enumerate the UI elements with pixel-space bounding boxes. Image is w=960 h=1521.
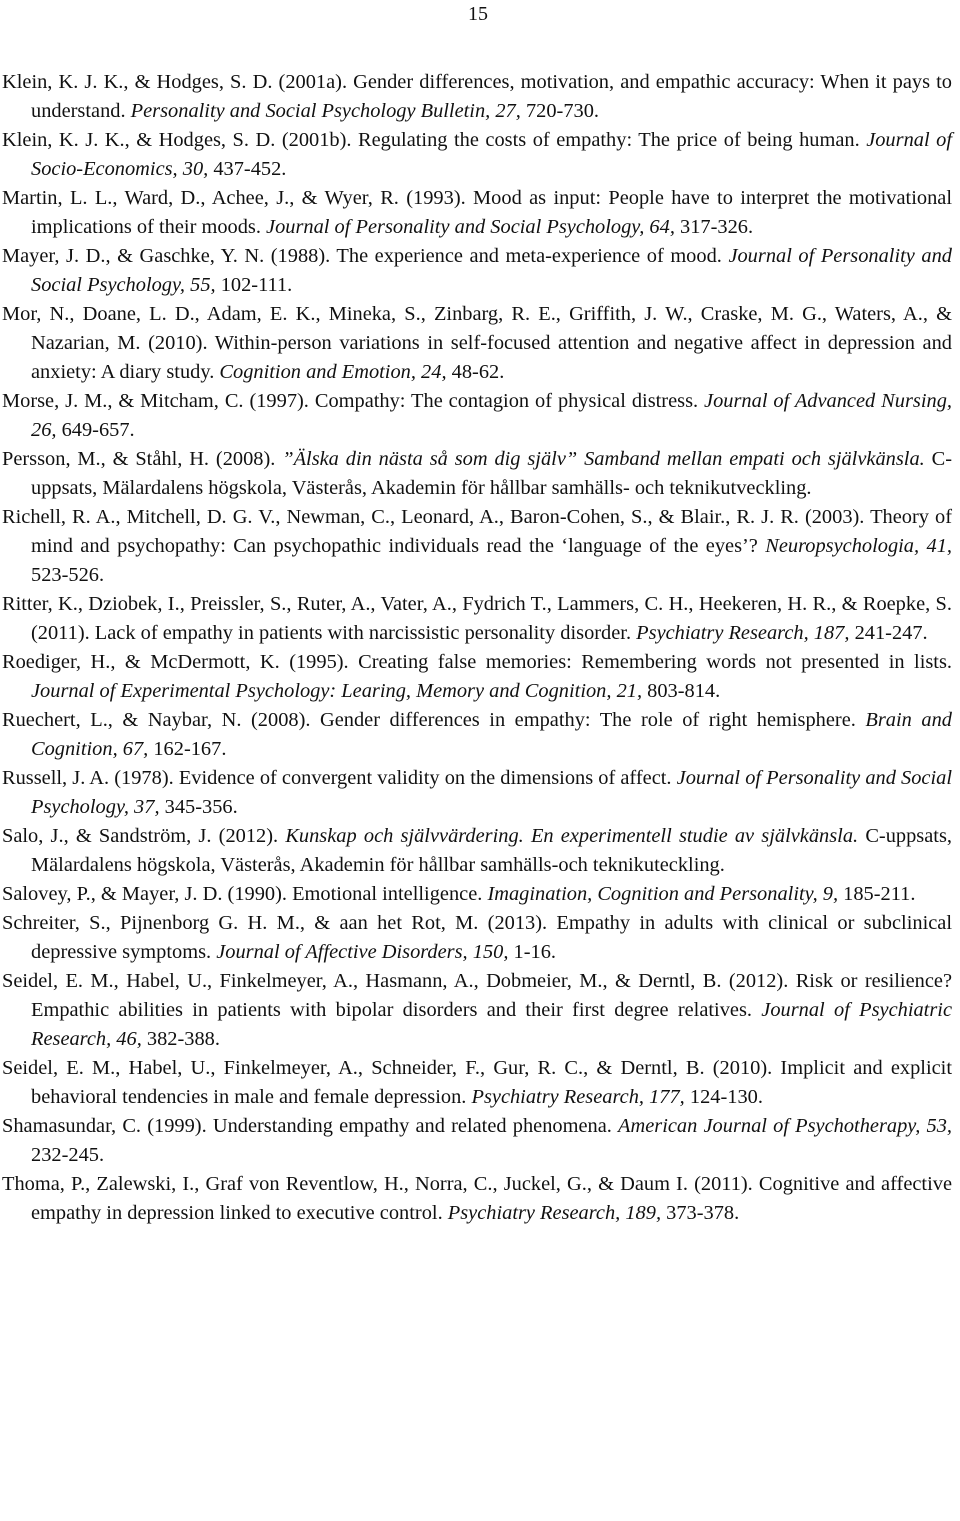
reference-source: Psychiatry Research, 177, <box>471 1086 685 1108</box>
reference-text: Shamasundar, C. (1999). Understanding empathy and related phenomena. <box>2 1115 619 1137</box>
reference-entry <box>2 387 952 445</box>
reference-source: Personality and Social Psychology Bulletin, 27, <box>130 100 521 122</box>
reference-text: 437-452. <box>208 158 287 180</box>
reference-entry <box>2 880 952 909</box>
reference-text: Salovey, P., & Mayer, J. D. (1990). Emotional intelligence. <box>2 883 488 905</box>
reference-entry <box>2 300 952 387</box>
reference-text: Martin, L. L., Ward, D., Achee, J., & Wyer, R. (1993). Mood as input: People have to interpret the motivational implications of their moods. <box>2 187 952 238</box>
reference-text: 523-526. <box>31 564 105 586</box>
reference-source: Journal of Advanced Nursing, 26, <box>31 390 952 441</box>
reference-text: Roediger, H., & McDermott, K. (1995). Creating false memories: Remembering words not presented in lists. <box>2 651 952 673</box>
page-number: 15 <box>468 3 488 25</box>
reference-source: Neuropsychologia, 41, <box>765 535 952 557</box>
reference-text: 48-62. <box>446 361 505 383</box>
reference-entry <box>2 68 952 126</box>
reference-text: Mayer, J. D., & Gaschke, Y. N. (1988). The experience and meta-experience of mood. <box>2 245 729 267</box>
reference-text: Thoma, P., Zalewski, I., Graf von Reventlow, H., Norra, C., Juckel, G., & Daum I. (2011). Cognitive and affective empathy in depression linked to executive control. <box>2 1173 952 1224</box>
reference-entry <box>2 909 952 967</box>
reference-text: Seidel, E. M., Habel, U., Finkelmeyer, A., Hasmann, A., Dobmeier, M., & Derntl, B. (2012). Risk or resilience? Empathic abilities in patients with bipolar disorders and their first degree relatives. <box>2 970 952 1021</box>
reference-text: Ritter, K., Dziobek, I., Preissler, S., Ruter, A., Vater, A., Fydrich T., Lammers, C. H., Heekeren, H. R., & Roepke, S. (2011). Lack of empathy in patients with narcissistic personality disorder. <box>2 593 952 644</box>
reference-entry <box>2 184 952 242</box>
reference-text: 232-245. <box>31 1144 105 1166</box>
reference-text: 124-130. <box>684 1086 763 1108</box>
reference-source: Journal of Experimental Psychology: Learing, Memory and Cognition, 21, <box>31 680 643 702</box>
reference-source: ”Älska din nästa så som dig själv” Samband mellan empati och självkänsla. <box>282 448 925 470</box>
reference-list <box>2 68 952 1228</box>
reference-source: Cognition and Emotion, 24, <box>219 361 447 383</box>
reference-text: Klein, K. J. K., & Hodges, S. D. (2001a). Gender differences, motivation, and empathic accuracy: When it pays to understand. <box>2 71 952 122</box>
reference-entry <box>2 822 952 880</box>
reference-text: 102-111. <box>215 274 293 296</box>
reference-source: Journal of Affective Disorders, 150, <box>216 941 509 963</box>
reference-source: American Journal of Psychotherapy, 53, <box>618 1115 952 1137</box>
reference-text: Ruechert, L., & Naybar, N. (2008). Gender differences in empathy: The role of right hemisphere. <box>2 709 866 731</box>
reference-text: 649-657. <box>56 419 135 441</box>
reference-source: Journal of Personality and Social Psychology, 64, <box>266 216 675 238</box>
reference-text: Schreiter, S., Pijnenborg G. H. M., & aan het Rot, M. (2013). Empathy in adults with clinical or subclinical depressive symptoms. <box>2 912 952 963</box>
reference-text: C-uppsats, Mälardalens högskola, Västerås, Akademin för hållbar samhälls-och teknikuteckling. <box>31 825 952 876</box>
reference-source: Imagination, Cognition and Personality, 9, <box>487 883 839 905</box>
reference-text: C-uppsats, Mälardalens högskola, Västerås, Akademin för hållbar samhälls- och teknikutveckling. <box>31 448 952 499</box>
reference-text: Morse, J. M., & Mitcham, C. (1997). Compathy: The contagion of physical distress. <box>2 390 705 412</box>
reference-text: 720-730. <box>520 100 600 122</box>
reference-entry <box>2 648 952 706</box>
reference-text: 317-326. <box>674 216 754 238</box>
reference-text: Klein, K. J. K., & Hodges, S. D. (2001b). Regulating the costs of empathy: The price of being human. <box>2 129 867 151</box>
reference-entry <box>2 242 952 300</box>
reference-text: Russell, J. A. (1978). Evidence of convergent validity on the dimensions of affect. <box>2 767 677 789</box>
reference-text: 162-167. <box>148 738 227 760</box>
reference-source: Brain and Cognition, 67, <box>31 709 952 760</box>
reference-entry <box>2 126 952 184</box>
reference-source: Kunskap och självvärdering. En experimentell studie av självkänsla. <box>285 825 859 847</box>
reference-entry <box>2 706 952 764</box>
reference-text: 185-211. <box>838 883 916 905</box>
reference-text: Richell, R. A., Mitchell, D. G. V., Newman, C., Leonard, A., Baron-Cohen, S., & Blair., R. J. R. (2003). Theory of mind and psychopathy: Can psychopathic individuals read the ‘language of the eyes’? <box>2 506 952 557</box>
reference-source: Psychiatry Research, 187, <box>636 622 850 644</box>
reference-text: 803-814. <box>642 680 721 702</box>
reference-source: Journal of Personality and Social Psychology, 55, <box>31 245 952 296</box>
reference-entry <box>2 1170 952 1228</box>
reference-source: Journal of Psychiatric Research, 46, <box>31 999 953 1050</box>
reference-text: Salo, J., & Sandström, J. (2012). <box>2 825 286 847</box>
reference-entry <box>2 764 952 822</box>
reference-entry <box>2 503 952 590</box>
reference-entry <box>2 1112 952 1170</box>
reference-text: Mor, N., Doane, L. D., Adam, E. K., Mineka, S., Zinbarg, R. E., Griffith, J. W., Craske, M. G., Waters, A., & Nazarian, M. (2010). Within-person variations in self-focused attention and negative affect in depression and anxiety: A diary study. <box>2 303 952 383</box>
reference-entry <box>2 590 952 648</box>
reference-text: Seidel, E. M., Habel, U., Finkelmeyer, A., Schneider, F., Gur, R. C., & Derntl, B. (2010). Implicit and explicit behavioral tendencies in male and female depression. <box>2 1057 952 1108</box>
reference-text: Persson, M., & Ståhl, H. (2008). <box>2 448 283 470</box>
reference-entry <box>2 1054 952 1112</box>
reference-text: 241-247. <box>849 622 928 644</box>
reference-source: Journal of Socio-Economics, 30, <box>31 129 952 180</box>
reference-text: 345-356. <box>159 796 238 818</box>
reference-text: 1-16. <box>508 941 557 963</box>
reference-source: Journal of Personality and Social Psychology, 37, <box>31 767 952 818</box>
reference-text: 382-388. <box>141 1028 220 1050</box>
reference-entry <box>2 445 952 503</box>
reference-entry <box>2 967 952 1054</box>
reference-source: Psychiatry Research, 189, <box>447 1202 662 1224</box>
reference-text: 373-378. <box>661 1202 740 1224</box>
